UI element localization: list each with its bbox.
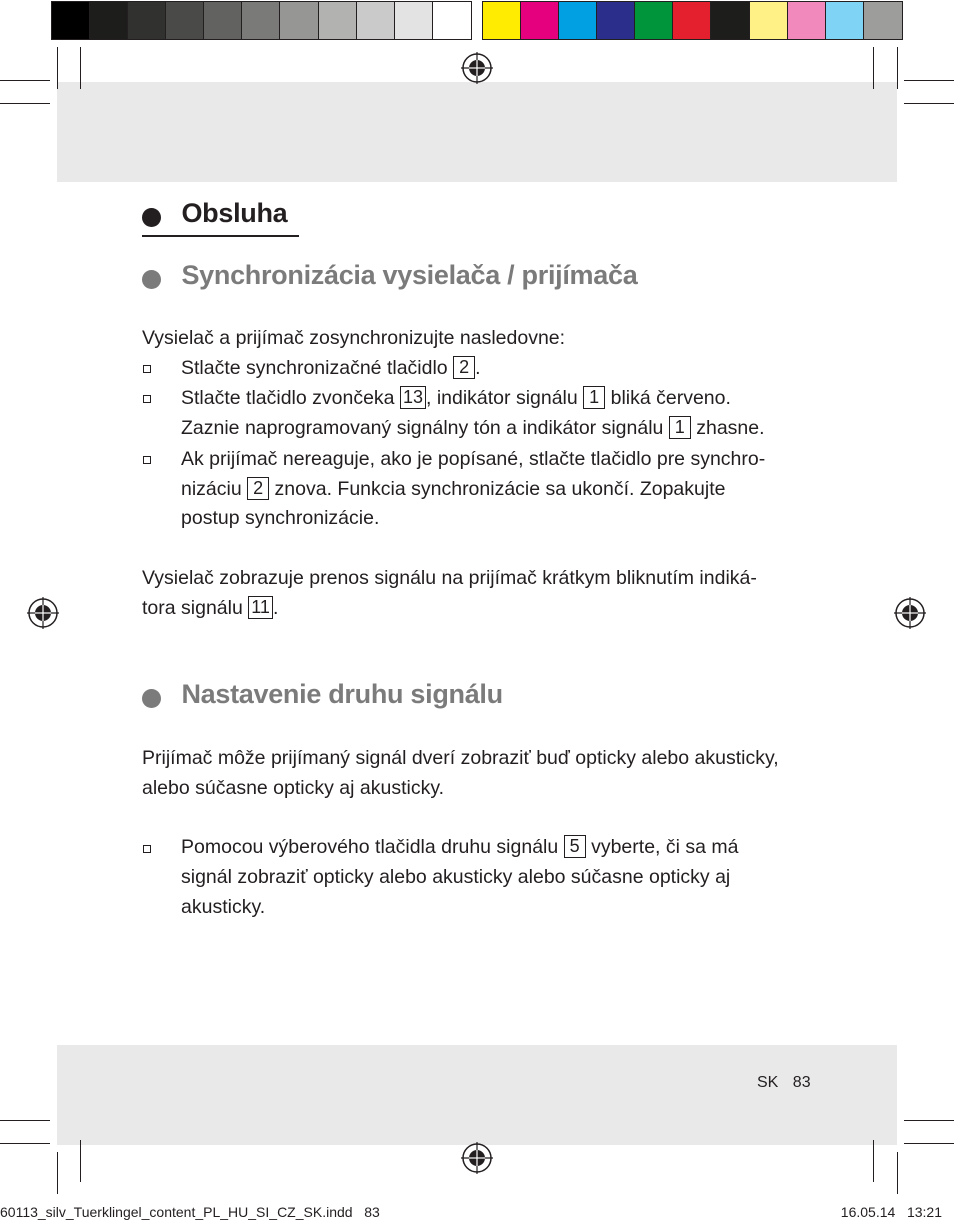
registration-mark-icon — [27, 597, 59, 629]
color-swatch — [750, 2, 788, 39]
paragraph-continuation: alebo súčasne opticky aj akusticky. — [142, 777, 445, 799]
section-heading-sync — [142, 260, 637, 291]
bullet-icon — [142, 208, 161, 227]
gray-swatch — [204, 2, 242, 39]
crop-mark — [80, 1140, 81, 1182]
crop-mark — [904, 80, 954, 81]
paragraph: Vysielač zobrazuje prenos signálu na prijímač krátkym bliknutím indiká- — [142, 567, 757, 589]
gray-swatch — [319, 2, 357, 39]
color-swatch — [826, 2, 864, 39]
registration-mark-icon — [894, 597, 926, 629]
color-swatch — [635, 2, 673, 39]
reference-number-box: 2 — [453, 356, 475, 379]
page-number-value: 83 — [792, 1074, 811, 1091]
paragraph: Vysielač a prijímač zosynchronizujte nasledovne: — [142, 327, 566, 349]
crop-mark — [0, 103, 50, 104]
list-item-continuation: akusticky. — [181, 896, 266, 918]
gray-swatch — [52, 2, 90, 39]
reference-number-box: 13 — [400, 386, 426, 409]
gray-swatch — [242, 2, 280, 39]
gray-swatch — [90, 2, 128, 39]
color-swatch — [788, 2, 826, 39]
page-number — [757, 1074, 811, 1092]
main-heading-underline — [142, 235, 299, 237]
gray-color-bar — [51, 1, 472, 40]
header-band — [57, 82, 897, 182]
crop-mark — [897, 1152, 898, 1194]
crop-mark — [904, 1143, 954, 1144]
checkbox-icon — [143, 456, 151, 464]
checkbox-icon — [143, 395, 151, 403]
registration-mark-icon — [461, 52, 493, 84]
crop-mark — [0, 1143, 50, 1144]
reference-number-box: 1 — [669, 416, 691, 439]
slug-datetime: 16.05.14 13:21 — [840, 1204, 942, 1220]
list-item-continuation: signál zobraziť opticky alebo akusticky alebo súčasne opticky aj — [181, 866, 731, 888]
main-heading-text: Obsluha — [181, 198, 288, 228]
gray-swatch — [280, 2, 318, 39]
color-swatch — [673, 2, 711, 39]
checkbox-icon — [143, 845, 151, 853]
gray-swatch — [433, 2, 471, 39]
crop-mark — [80, 47, 81, 89]
crop-mark — [0, 80, 50, 81]
reference-number-box: 2 — [247, 477, 269, 500]
section-heading-signal — [142, 679, 503, 710]
section-heading-signal-text: Nastavenie druhu signálu — [181, 679, 503, 709]
checkbox-icon — [143, 365, 151, 373]
list-item: Stlačte tlačidlo zvončeka 13 , indikátor signálu 1 bliká červeno. — [181, 387, 731, 409]
gray-swatch — [395, 2, 433, 39]
list-item-continuation: postup synchronizácie. — [181, 507, 380, 529]
crop-mark — [0, 1120, 50, 1121]
list-item: Stlačte synchronizačné tlačidlo 2 . — [181, 357, 481, 379]
slug-filename: 60113_silv_Tuerklingel_content_PL_HU_SI_CZ_SK.indd 83 — [0, 1204, 380, 1220]
footer-band — [57, 1045, 897, 1145]
crop-mark — [873, 47, 874, 89]
gray-swatch — [128, 2, 166, 39]
crop-mark — [897, 47, 898, 89]
reference-number-box: 11 — [248, 596, 273, 619]
crop-mark — [57, 1152, 58, 1194]
list-item-continuation: nizáciu 2 znova. Funkcia synchronizácie sa ukončí. Zopakujte — [181, 478, 726, 500]
crop-mark — [904, 1120, 954, 1121]
bullet-icon — [142, 689, 161, 708]
color-swatch — [597, 2, 635, 39]
list-item-continuation: Zaznie naprogramovaný signálny tón a indikátor signálu 1 zhasne. — [181, 417, 765, 439]
color-swatch — [521, 2, 559, 39]
crop-mark — [57, 47, 58, 89]
paragraph: Prijímač môže prijímaný signál dverí zobraziť buď opticky alebo akusticky, — [142, 747, 779, 769]
reference-number-box: 5 — [564, 835, 586, 858]
gray-swatch — [166, 2, 204, 39]
registration-mark-icon — [461, 1142, 493, 1174]
reference-number-box: 1 — [583, 386, 605, 409]
gray-swatch — [357, 2, 395, 39]
crop-mark — [904, 103, 954, 104]
list-item: Ak prijímač nereaguje, ako je popísané, stlačte tlačidlo pre synchro- — [181, 448, 766, 470]
crop-mark — [873, 1140, 874, 1182]
section-heading-sync-text: Synchronizácia vysielača / prijímača — [181, 260, 638, 290]
main-heading — [142, 198, 287, 229]
page-language: SK — [757, 1074, 779, 1091]
color-swatch — [483, 2, 521, 39]
color-swatch — [864, 2, 902, 39]
process-color-bar — [482, 1, 903, 40]
color-swatch — [711, 2, 749, 39]
list-item: Pomocou výberového tlačidla druhu signálu 5 vyberte, či sa má — [181, 836, 739, 858]
paragraph-continuation: tora signálu 11 . — [142, 597, 279, 619]
bullet-icon — [142, 270, 161, 289]
color-swatch — [559, 2, 597, 39]
